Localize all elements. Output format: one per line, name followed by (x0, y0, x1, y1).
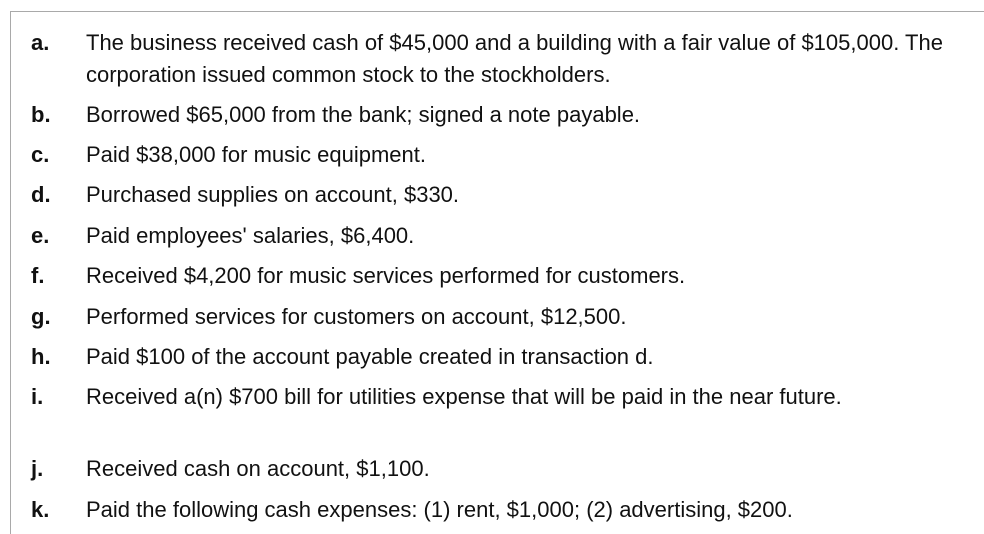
transaction-letter: g. (31, 304, 51, 329)
transaction-text: Received $4,200 for music services performed for customers. (86, 263, 686, 288)
transaction-letter: a. (31, 30, 50, 55)
transaction-letter: b. (31, 102, 51, 127)
transaction-text: Received cash on account, $1,100. (86, 456, 430, 481)
transaction-text: The business received cash of $45,000 and a building with a fair value of $105,000. The corporation issued common stock to the stockholders. (86, 30, 943, 87)
transaction-text: Paid the following cash expenses: (1) rent, $1,000; (2) advertising, $200. (86, 497, 793, 522)
transaction-letter: k. (31, 497, 50, 522)
transaction-text: Paid $100 of the account payable created in transaction d. (86, 344, 654, 369)
transaction-letter: i. (31, 384, 44, 409)
transaction-text: Received a(n) $700 bill for utilities expense that will be paid in the near future. (86, 384, 842, 409)
transactions-panel (10, 11, 984, 534)
transaction-text: Paid $38,000 for music equipment. (86, 142, 426, 167)
transaction-text: Paid employees' salaries, $6,400. (86, 223, 415, 248)
transaction-letter: c. (31, 142, 50, 167)
transaction-text: Borrowed $65,000 from the bank; signed a note payable. (86, 102, 641, 127)
transaction-letter: h. (31, 344, 51, 369)
transaction-letter: f. (31, 263, 45, 288)
transaction-text: Purchased supplies on account, $330. (86, 182, 460, 207)
transaction-letter: e. (31, 223, 50, 248)
transaction-text: Performed services for customers on account, $12,500. (86, 304, 627, 329)
transaction-letter: d. (31, 182, 51, 207)
transaction-letter: j. (31, 456, 44, 481)
